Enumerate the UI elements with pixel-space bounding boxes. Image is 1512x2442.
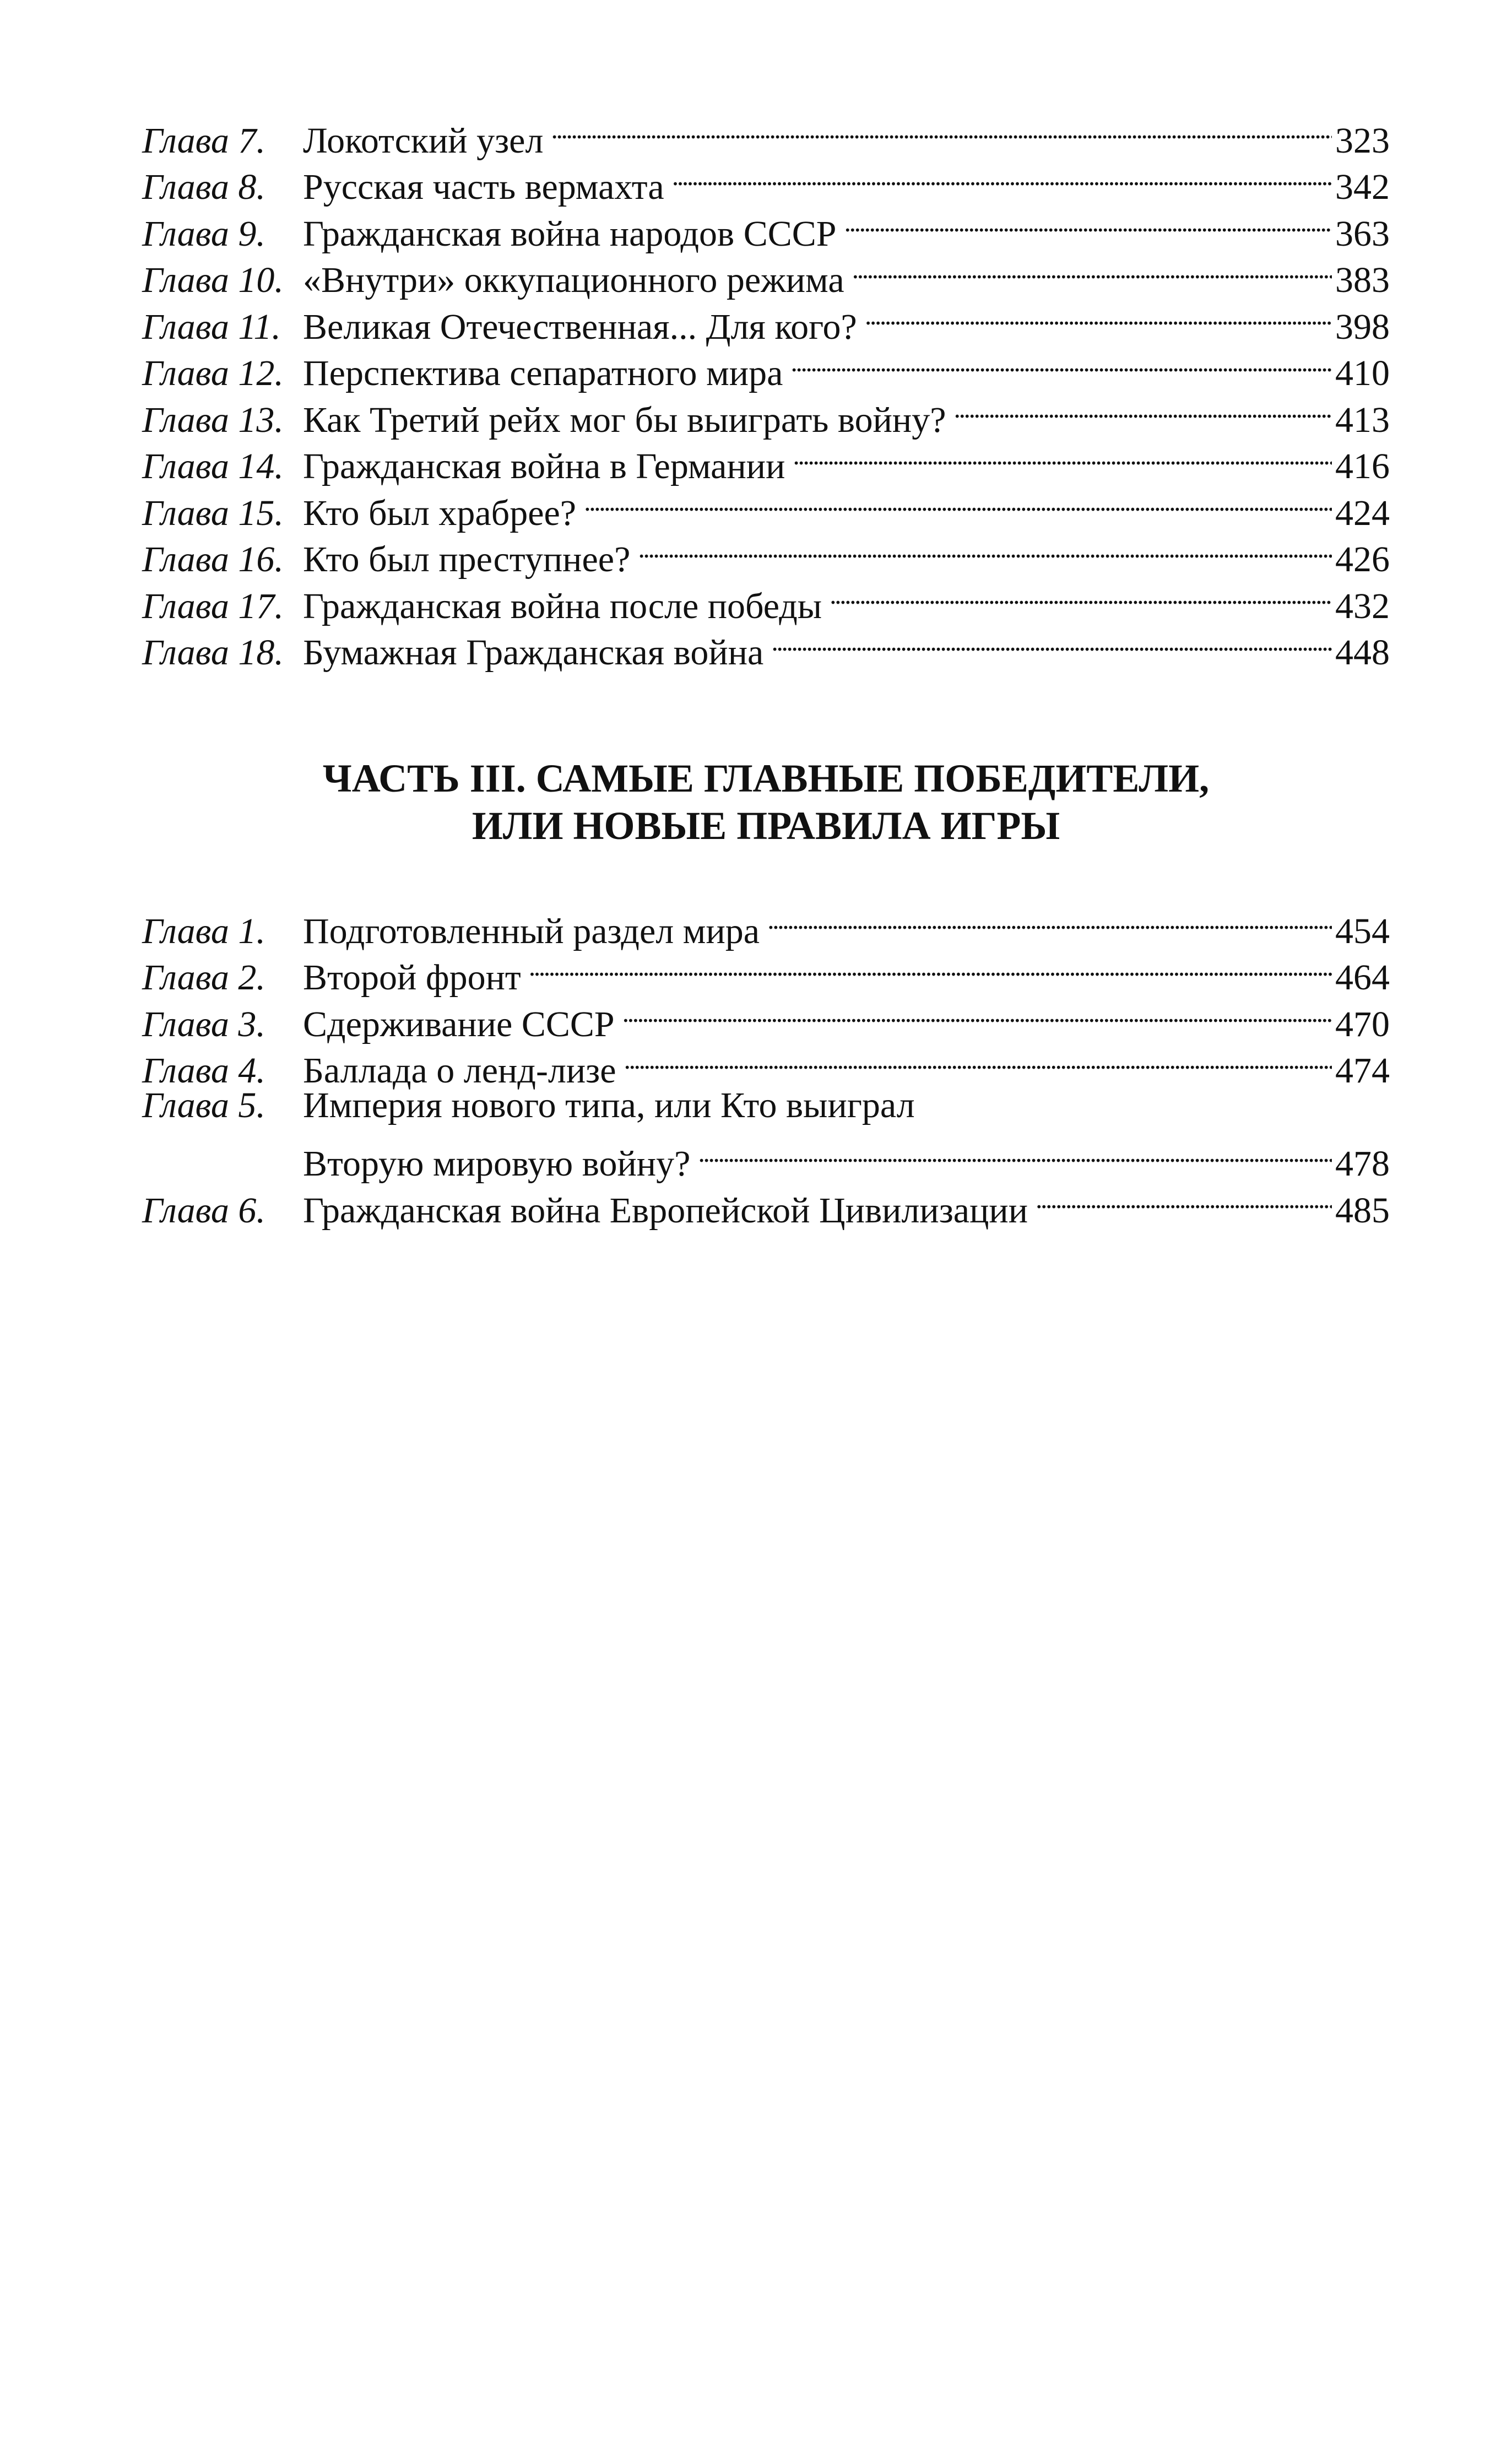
chapter-title: Перспектива сепаратного мира bbox=[303, 353, 783, 393]
dot-leader bbox=[551, 106, 1332, 153]
chapter-title: Локотский узел bbox=[303, 120, 544, 161]
chapter-title-continuation: Вторую мировую войну? bbox=[303, 1144, 691, 1184]
chapter-label: Глава 7. bbox=[142, 120, 265, 161]
dot-leader bbox=[852, 246, 1332, 293]
page-number: 464 bbox=[1335, 957, 1390, 998]
chapter-title: Кто был преступнее? bbox=[303, 539, 631, 580]
chapter-title: Империя нового типа, или Кто выиграл bbox=[303, 1085, 915, 1125]
dot-leader bbox=[767, 896, 1332, 943]
chapter-label: Глава 2. bbox=[142, 957, 265, 998]
dot-leader bbox=[844, 199, 1332, 246]
page-number: 485 bbox=[1335, 1190, 1390, 1231]
chapter-label: Глава 9. bbox=[142, 213, 265, 254]
chapter-title: Гражданская война Европейской Цивилизации bbox=[303, 1190, 1028, 1231]
page-number: 413 bbox=[1335, 399, 1390, 440]
dot-leader bbox=[584, 478, 1332, 525]
chapter-title: Подготовленный раздел мира bbox=[303, 911, 760, 951]
dot-leader bbox=[672, 153, 1332, 199]
chapter-title: Великая Отечественная... Для кого? bbox=[303, 306, 857, 347]
page-number: 323 bbox=[1335, 120, 1390, 161]
dot-leader bbox=[865, 292, 1332, 339]
chapter-label: Глава 5. bbox=[142, 1085, 265, 1125]
page-number: 454 bbox=[1335, 911, 1390, 951]
page-number: 416 bbox=[1335, 446, 1390, 486]
chapter-label: Глава 1. bbox=[142, 911, 265, 951]
page-number: 383 bbox=[1335, 260, 1390, 300]
chapter-label: Глава 16. bbox=[142, 539, 284, 580]
chapter-label: Глава 14. bbox=[142, 446, 284, 486]
chapter-title: Как Третий рейх мог бы выиграть войну? bbox=[303, 399, 946, 440]
chapter-title: Русская часть вермахта bbox=[303, 167, 664, 207]
dot-leader bbox=[771, 618, 1332, 665]
chapter-title: Бумажная Гражданская война bbox=[303, 632, 764, 673]
page-number: 398 bbox=[1335, 306, 1390, 347]
chapter-label: Глава 3. bbox=[142, 1004, 265, 1044]
toc-entry-continuation bbox=[142, 1129, 1390, 1184]
chapter-title: «Внутри» оккупационного режима bbox=[303, 260, 844, 300]
chapter-title: Сдерживание СССР bbox=[303, 1004, 615, 1044]
dot-leader bbox=[1036, 1176, 1332, 1222]
toc-section-part3 bbox=[142, 896, 1390, 1231]
page-number: 448 bbox=[1335, 632, 1390, 673]
page-number: 363 bbox=[1335, 213, 1390, 254]
chapter-title: Второй фронт bbox=[303, 957, 521, 998]
toc-entry bbox=[142, 106, 1390, 161]
chapter-title: Гражданская война в Германии bbox=[303, 446, 785, 486]
dot-leader bbox=[638, 525, 1332, 572]
chapter-label: Глава 8. bbox=[142, 167, 265, 207]
chapter-label: Глава 18. bbox=[142, 632, 284, 673]
chapter-title: Гражданская война народов СССР bbox=[303, 213, 837, 254]
chapter-label: Глава 6. bbox=[142, 1190, 265, 1231]
dot-leader bbox=[622, 989, 1332, 1036]
chapter-title: Гражданская война после победы bbox=[303, 586, 822, 626]
page-number: 342 bbox=[1335, 167, 1390, 207]
chapter-label: Глава 17. bbox=[142, 586, 284, 626]
dot-leader bbox=[698, 1129, 1332, 1176]
page-number: 410 bbox=[1335, 353, 1390, 393]
page-number: 478 bbox=[1335, 1144, 1390, 1184]
chapter-label: Глава 15. bbox=[142, 492, 284, 533]
toc-section-part2 bbox=[142, 106, 1390, 673]
chapter-title: Баллада о ленд-лизе bbox=[303, 1051, 616, 1091]
page-number: 470 bbox=[1335, 1004, 1390, 1044]
chapter-label: Глава 13. bbox=[142, 399, 284, 440]
chapter-label: Глава 11. bbox=[142, 306, 281, 347]
page-number: 474 bbox=[1335, 1051, 1390, 1091]
page-number: 426 bbox=[1335, 539, 1390, 580]
part-heading-line-1: ЧАСТЬ III. САМЫЕ ГЛАВНЫЕ ПОБЕДИТЕЛИ, bbox=[322, 756, 1210, 800]
dot-leader bbox=[790, 339, 1332, 386]
part-heading bbox=[142, 755, 1390, 849]
dot-leader bbox=[830, 571, 1332, 618]
page-number: 432 bbox=[1335, 586, 1390, 626]
chapter-label: Глава 10. bbox=[142, 260, 284, 300]
dot-leader bbox=[793, 432, 1332, 479]
part-heading-line-2: ИЛИ НОВЫЕ ПРАВИЛА ИГРЫ bbox=[472, 804, 1060, 848]
toc-entry-first-line bbox=[142, 1082, 1390, 1129]
chapter-label: Глава 4. bbox=[142, 1051, 265, 1091]
chapter-label: Глава 12. bbox=[142, 353, 284, 393]
dot-leader bbox=[529, 943, 1332, 990]
dot-leader bbox=[954, 385, 1332, 432]
dot-leader bbox=[624, 1036, 1332, 1083]
page-number: 424 bbox=[1335, 492, 1390, 533]
toc-entry bbox=[142, 896, 1390, 951]
chapter-title: Кто был храбрее? bbox=[303, 492, 577, 533]
